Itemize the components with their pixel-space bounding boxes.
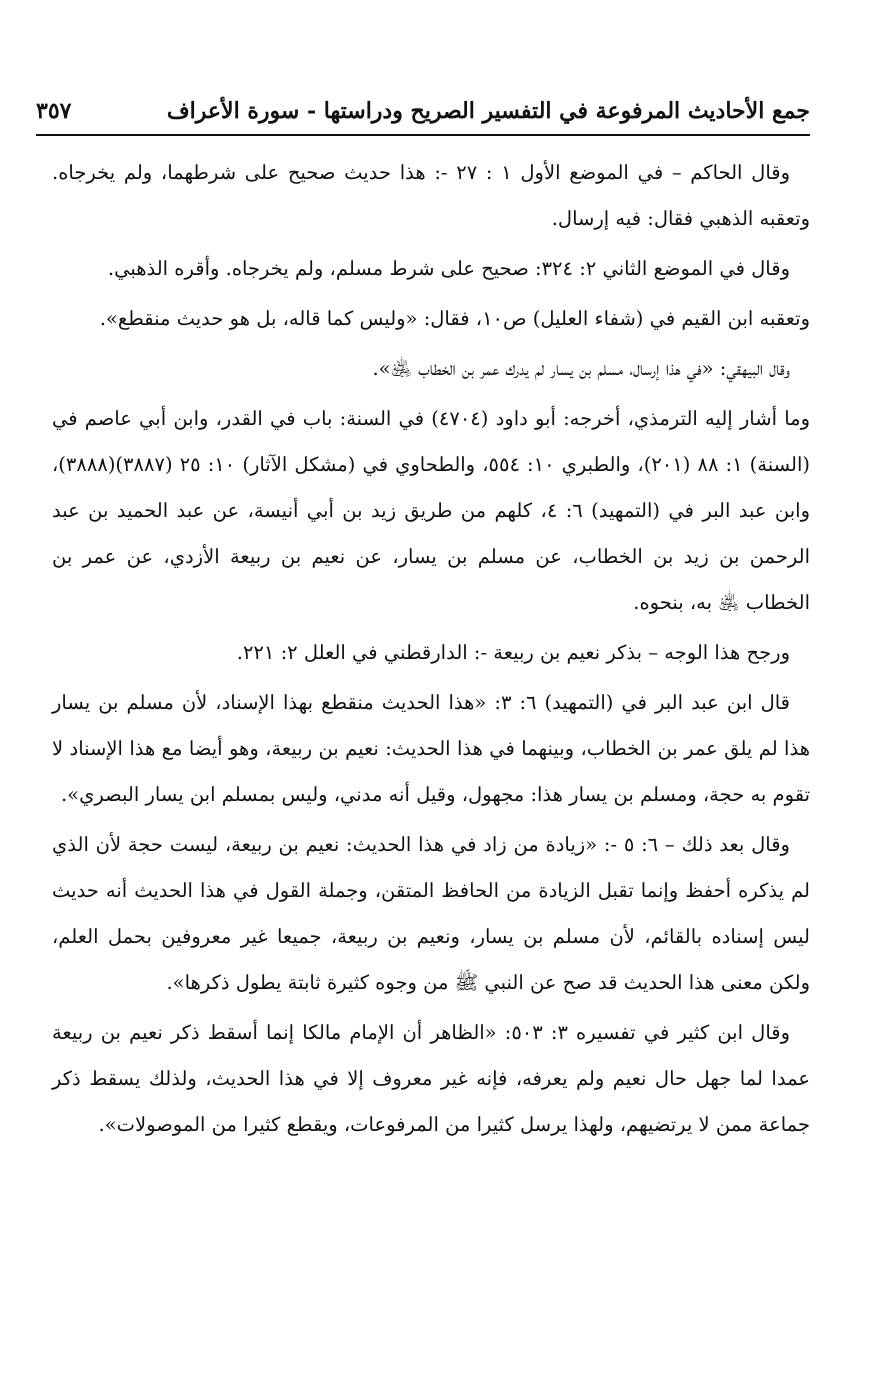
- paragraph-daraqutni: ورجح هذا الوجه – بذكر نعيم بن ربيعة -: الدارقطني في العلل ٢: ٢٢١.: [236, 641, 790, 664]
- paragraph-ibn-qayyim: وتعقبه ابن القيم في (شفاء العليل) ص١٠، فقال: «وليس كما قاله، بل هو حديث منقطع».: [99, 307, 810, 330]
- paragraph-ibn-abd-al-barr: قال ابن عبد البر في (التمهيد) ٦: ٣: «هذا الحديث منقطع بهذا الإسناد، لأن مسلم بن يسار هذا لم يلق عمر بن الخطاب، وبينهما في هذا الحديث: نعيم بن ربيعة، وهو أيضا مع هذا الإسناد لا تقوم به حجة، ومسلم بن يسار هذا: مجهول، وقيل أنه مدني، وليس بمسلم ابن يسار البصري».: [52, 691, 810, 806]
- paragraph-tirmidhi-sources: وما أشار إليه الترمذي، أخرجه: أبو داود (٤٧٠٤) في السنة: باب في القدر، وابن أبي عاصم في (السنة) ١: ٨٨ (٢٠١)، والطبري ١٠: ٥٥٤، والطحاوي في (مشكل الآثار) ١٠: ٢٥ (٣٨٨٧)(٣٨٨٨)، وابن عبد البر في (التمهيد) ٦: ٤، كلهم من طريق زيد بن أبي أنيسة، عن عبد الحميد بن عبد الرحمن بن زيد بن الخطاب، عن مسلم بن يسار، عن نعيم بن ربيعة الأزدي، عن عمر بن الخطاب ﵁ به، بنحوه.: [52, 407, 810, 614]
- header-divider: [36, 134, 810, 136]
- body-text: [52, 150, 810, 1152]
- paragraph-bayhaqi: وقال البيهقي: «في هذا إرسال، مسلم بن يسار لم يدرك عمر بن الخطاب ﵁».: [372, 357, 790, 380]
- paragraph-ibn-abd-al-barr-later: وقال بعد ذلك – ٦: ٥ -: «زيادة من زاد في هذا الحديث: نعيم بن ربيعة، ليست حجة لأن الذي لم يذكره أحفظ وإنما تقبل الزيادة من الحافظ المتقن، وجملة القول في هذا الحديث أنه حديث ليس إسناده بالقائم، لأن مسلم بن يسار، ونعيم بن ربيعة، جميعا غير معروفين بحمل العلم، ولكن معنى هذا الحديث قد صح عن النبي ﷺ من وجوه كثيرة ثابتة يطول ذكرها».: [52, 833, 810, 994]
- paragraph-hakim-second: وقال في الموضع الثاني ٢: ٣٢٤: صحيح على شرط مسلم، ولم يخرجاه. وأقره الذهبي.: [107, 257, 790, 280]
- paragraph-ibn-kathir: وقال ابن كثير في تفسيره ٣: ٥٠٣: «الظاهر أن الإمام مالكا إنما أسقط ذكر نعيم بن ربيعة عمدا لما جهل حال نعيم ولم يعرفه، فإنه غير معروف إلا في هذا الحديث، ولذلك يسقط ذكر جماعة ممن لا يرتضيهم، ولهذا يرسل كثيرا من المرفوعات، ويقطع كثيرا من الموصولات».: [52, 1021, 810, 1136]
- running-header: [36, 98, 810, 134]
- page-number: ٣٥٧: [36, 98, 72, 124]
- running-header-title: جمع الأحاديث المرفوعة في التفسير الصريح ودراستها - سورة الأعراف: [166, 98, 810, 124]
- paragraph-hakim: وقال الحاكم – في الموضع الأول ١ : ٢٧ -: هذا حديث صحيح على شرطهما، ولم يخرجاه. وتعقبه الذهبي فقال: فيه إرسال.: [52, 161, 810, 230]
